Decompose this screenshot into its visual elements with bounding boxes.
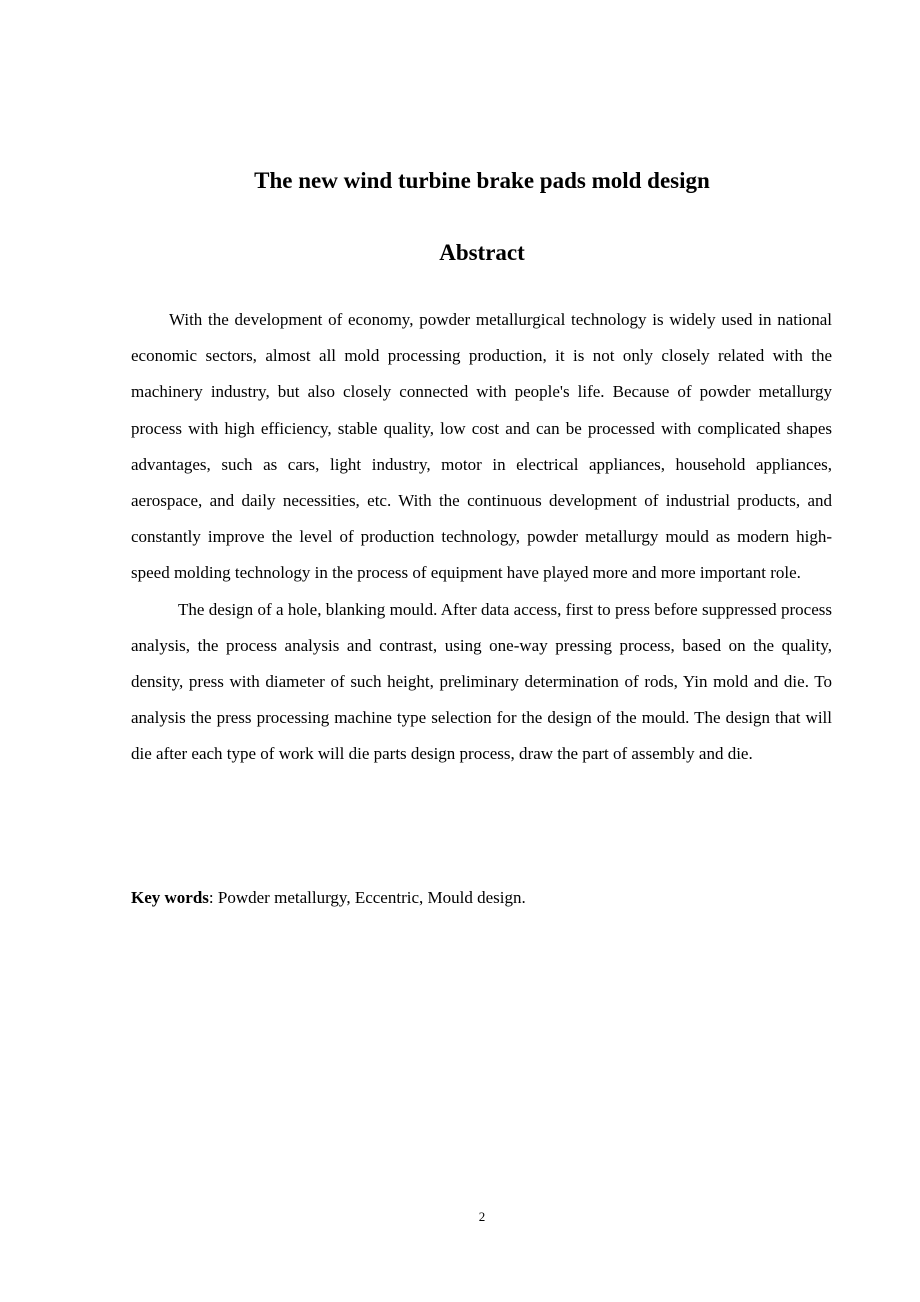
keywords-label: Key words	[131, 888, 209, 907]
abstract-paragraph-2: The design of a hole, blanking mould. After data access, first to press before suppressed process analysis, the process analysis and contrast, using one-way pressing process, based on the quality, density, press with diameter of such height, preliminary determination of rods, Yin mold and die. To analysis the press processing machine type selection for the design of the mould. The design that will die after each type of work will die parts design process, draw the part of assembly and die.	[131, 599, 832, 764]
page-number: 2	[478, 1209, 486, 1224]
keywords-separator: :	[208, 888, 218, 907]
document-title: The new wind turbine brake pads mold design	[254, 168, 710, 193]
keywords-line	[131, 880, 832, 916]
abstract-body	[131, 302, 832, 773]
abstract-paragraph-1: With the development of economy, powder metallurgical technology is widely used in national economic sectors, almost all mold processing production, it is not only closely related with the machinery industry, but also closely connected with people's life. Because of powder metallurgy process with high efficiency, stable quality, low cost and can be processed with complicated shapes advantages, such as cars, light industry, motor in electrical appliances, household appliances, aerospace, and daily necessities, etc. With the continuous development of industrial products, and constantly improve the level of production technology, powder metallurgy mould as modern high-speed molding technology in the process of equipment have played more and more important role.	[131, 310, 832, 583]
keywords-text: Powder metallurgy, Eccentric, Mould design.	[217, 888, 526, 907]
abstract-heading: Abstract	[439, 240, 525, 265]
